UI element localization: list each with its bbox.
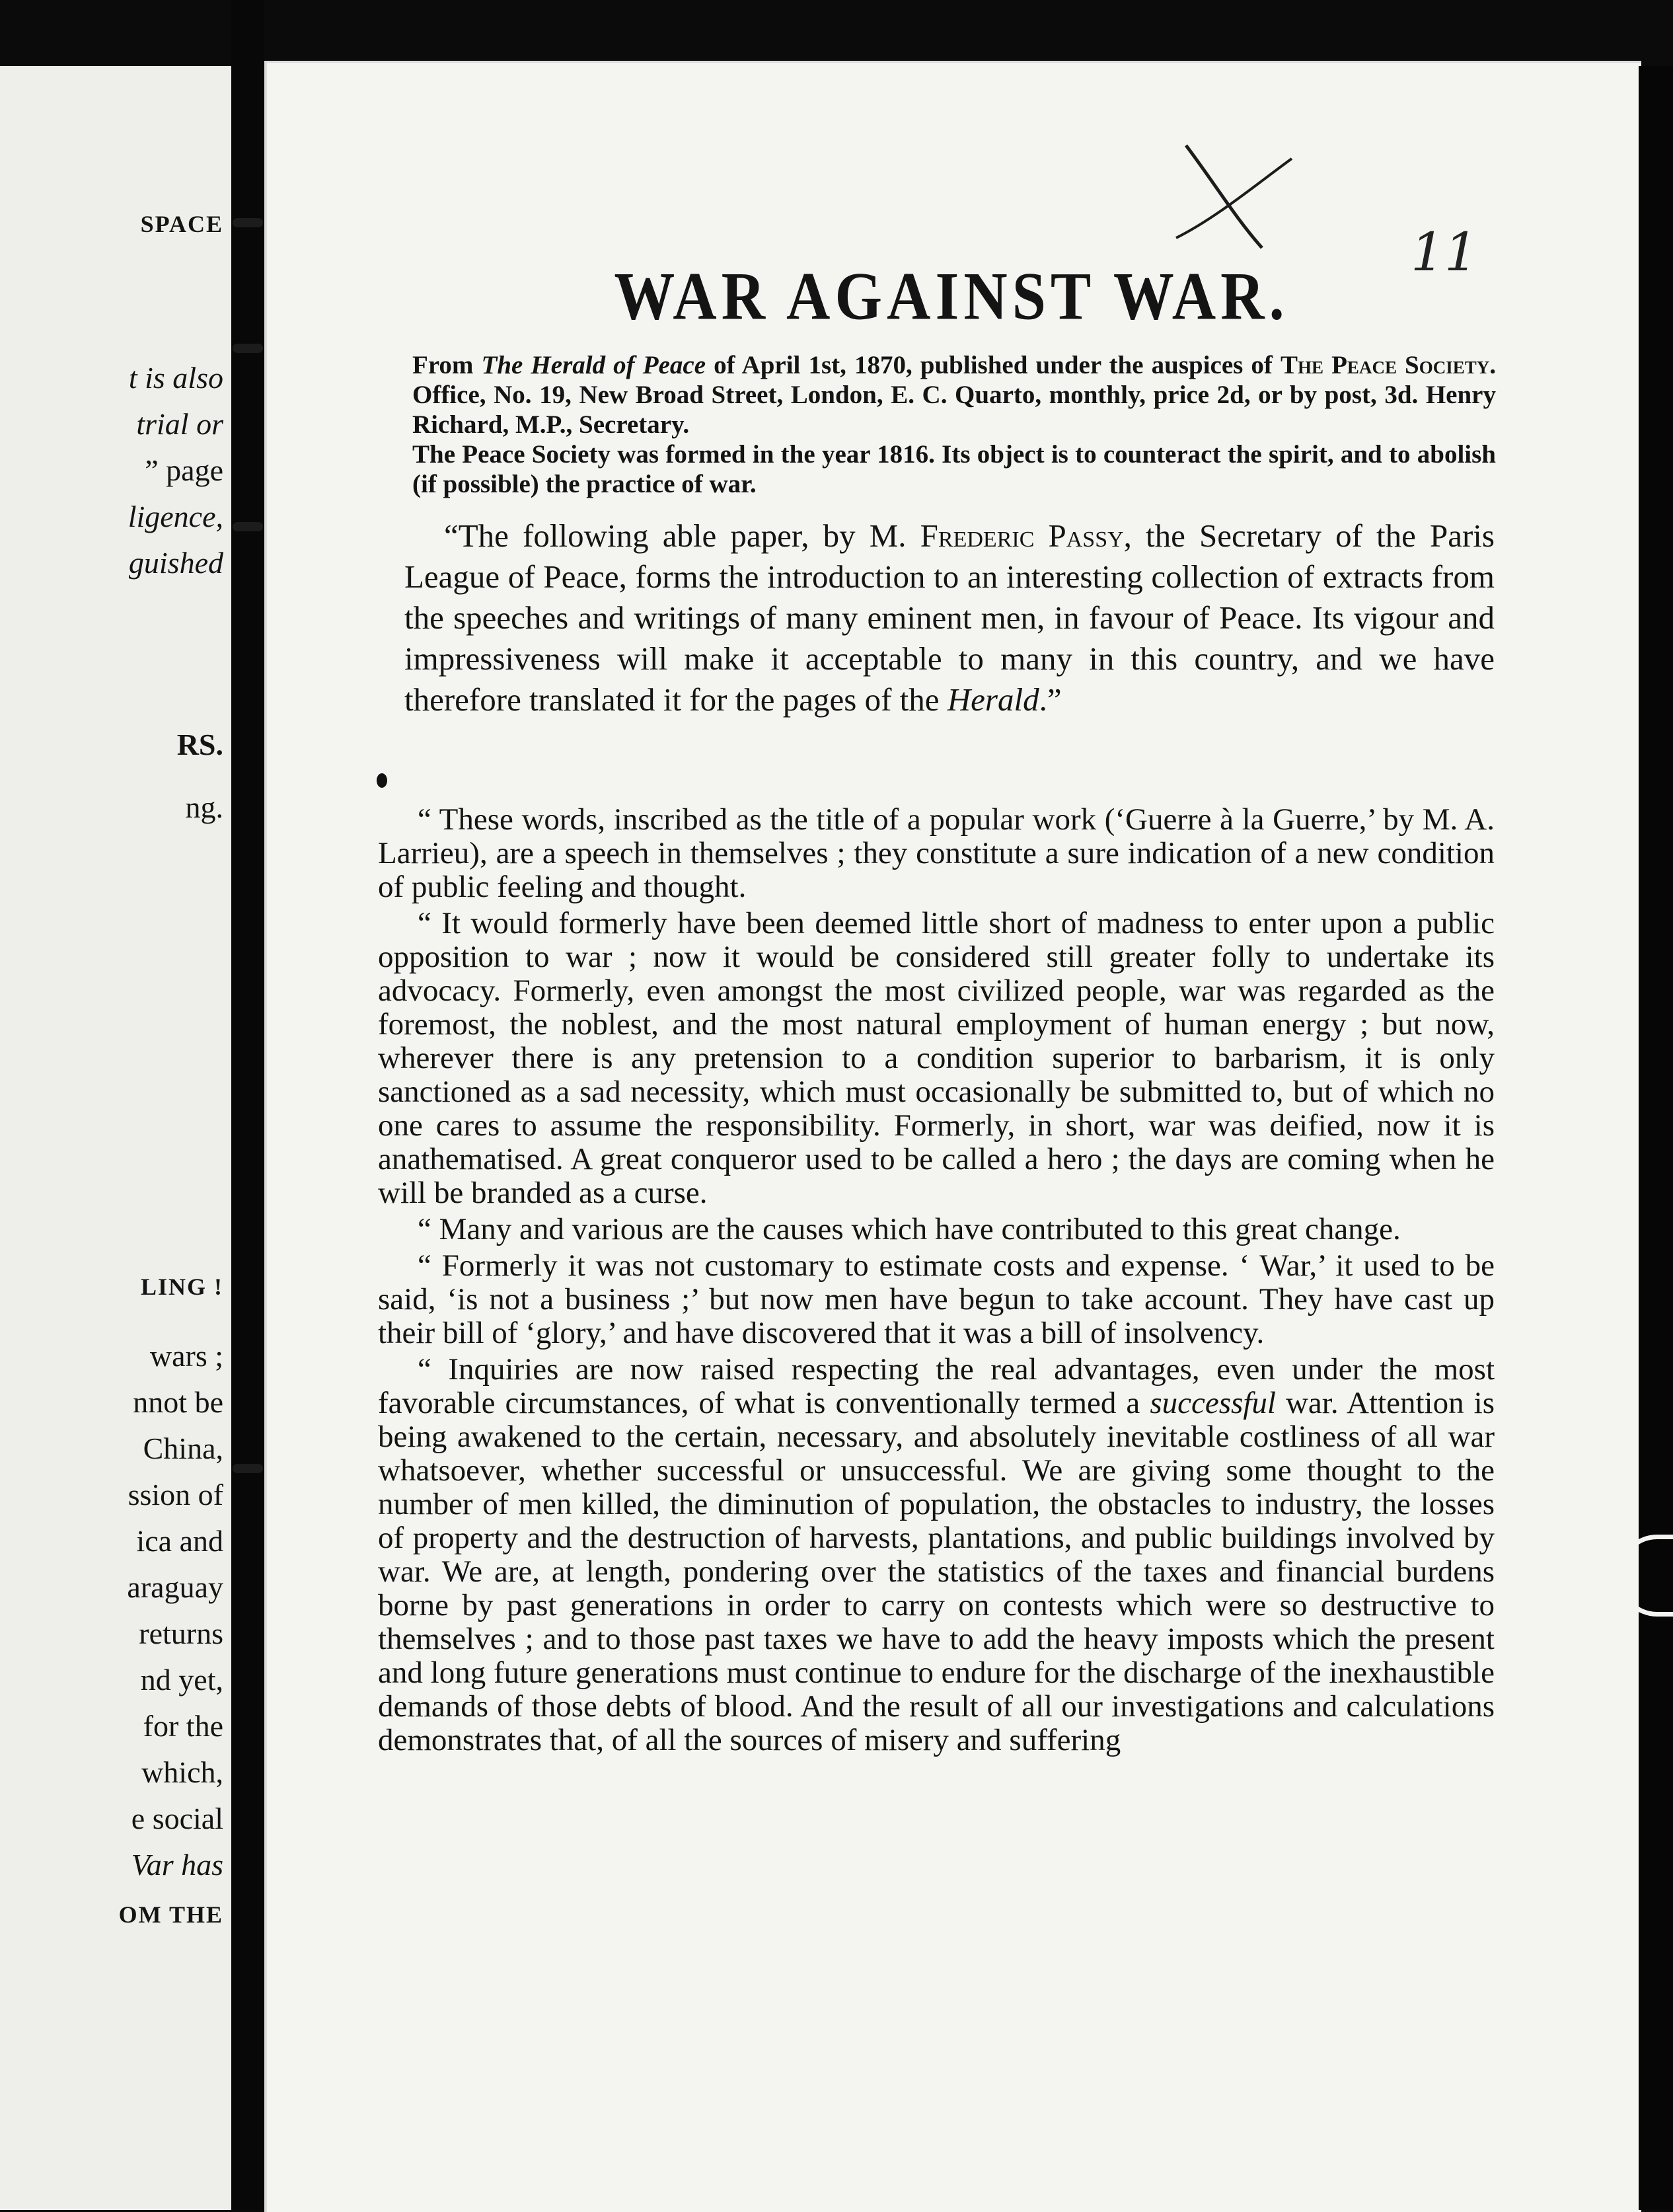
left-page-line: ” page <box>145 453 223 487</box>
body-paragraph: “ Many and various are the causes which have contributed to this great change. <box>418 1212 1401 1246</box>
left-page-line: trial or <box>136 407 223 441</box>
left-page-line: returns <box>139 1617 223 1650</box>
left-page-line: which, <box>141 1755 223 1789</box>
binding-thread <box>233 344 263 353</box>
left-page-line: SPACE <box>140 211 223 237</box>
binding-thread <box>233 522 263 531</box>
article-title: WAR AGAINST WAR. <box>614 258 1289 334</box>
body-text: war. Attention is being awakened to the certain, necessary, and absolutely inevitable costliness of all war whatsoever, whether successful or unsuccessful. We are giving some thought to the number of men killed, the diminution of population, the obstacles to industry, the losses of property and the destruction of harvests, plantations, and public buildings involved by war. We are, at length, pondering over the statistics of the taxes and financial burdens borne by past generations in order to carry on contests which were so destructive to themselves ; and to those past taxes we have to add the heavy imposts which the present and long future generations must continue to endure for the discharge of the inexhaustible demands of those debts of blood. And the result of all our investigations and calculations demonstrates that, of all the sources of misery and suffering <box>378 1386 1495 1757</box>
body-paragraph: “ It would formerly have been deemed little short of madness to enter upon a public opposition to war ; now it would be considered still greater folly to undertake its advocacy. Formerly, even amongst the most civilized people, war was regarded as the foremost, the noblest, and the most natural employment of human energy ; but now, wherever there is any pretension to a condition superior to barbarism, it is only sanctioned as a sad necessity, which must occasionally be submitted to, but of which no one cares to assume the responsibility. Formerly, in short, war was deified, now it is anathematised. A great conqueror used to be called a hero ; the days are coming when he will be branded as a curse. <box>378 906 1495 1210</box>
intro-text: .” <box>1039 681 1062 718</box>
left-page-line: t is also <box>128 361 223 395</box>
body-paragraph: “ These words, inscribed as the title of a popular work (‘Guerre à la Guerre,’ by M. A. Larrieu), are a speech in themselves ; they constitute a sure indication of a new condition of public feeling and thought. <box>378 802 1495 904</box>
note-prefix: From <box>412 351 482 379</box>
left-page-line: ica and <box>136 1524 223 1558</box>
society-name: The Peace Society <box>1281 351 1490 379</box>
left-page-fragment <box>0 66 233 2210</box>
body-paragraph-last <box>378 1353 1495 1757</box>
left-page-line: guished <box>128 546 223 580</box>
left-page-line: ligence, <box>128 500 223 533</box>
left-page-line: nnot be <box>133 1385 223 1419</box>
left-page-line: nd yet, <box>140 1663 223 1697</box>
ink-dot <box>377 773 387 788</box>
herald-name: Herald <box>947 681 1039 718</box>
book-gutter <box>231 0 264 2210</box>
left-page-line: for the <box>143 1709 223 1743</box>
scan-edge <box>1639 66 1673 2210</box>
left-page-line: araguay <box>127 1570 223 1604</box>
left-page-line: RS. <box>176 728 223 761</box>
left-page-line: ng. <box>185 790 223 824</box>
left-page-line: LING ! <box>140 1274 223 1300</box>
author-name: Frederic Passy <box>920 517 1124 554</box>
emphasis-word: successful <box>1150 1386 1276 1420</box>
article-body <box>378 803 1495 1760</box>
left-page-line: e social <box>131 1802 223 1835</box>
note-middle: of April 1st, 1870, published under the auspices of <box>706 351 1281 379</box>
intro-paragraph <box>404 515 1495 720</box>
left-page-line: China, <box>143 1431 223 1465</box>
left-page-line: Var has <box>131 1848 223 1882</box>
left-page-line: wars ; <box>149 1339 223 1373</box>
binding-thread <box>233 1464 263 1473</box>
source-title: The Herald of Peace <box>481 351 706 379</box>
binding-thread <box>233 218 263 227</box>
body-text: “ Inquiries are now raised respecting the real advantages, even under the most favorable circumstances, of what is conventionally termed a <box>378 1352 1495 1420</box>
publication-note <box>412 350 1496 499</box>
body-paragraph: “ Formerly it was not customary to estimate costs and expense. ‘ War,’ it used to be said, ‘is not a business ;’ but now men have begun to take account. They have cast up their bill of ‘glory,’ and have discovered that it was a bill of insolvency. <box>378 1248 1495 1350</box>
handwritten-page-number: 11 <box>1411 221 1478 283</box>
intro-text: “The following able paper, by M. <box>444 517 920 554</box>
intro-text: , the Secretary of the Paris League of Peace, forms the introduction to an interesting collection of extracts from the speeches and writings of many eminent men, in favour of Peace. Its vigour and impressiveness will make it acceptable to many in this country, and we have therefore translated it for the pages of the <box>404 517 1495 718</box>
left-page-line: ssion of <box>128 1478 223 1511</box>
note-rest: . Office, No. 19, New Broad Street, London, E. C. Quarto, monthly, price 2d, or by post, 3d. Henry Richard, M.P., Secretary. <box>412 351 1497 439</box>
left-page-line: OM THE <box>118 1901 223 1928</box>
society-note: The Peace Society was formed in the year 1816. Its object is to counteract the spirit, and to abolish (if possible) the practice of war. <box>412 440 1496 498</box>
handwritten-cross-mark <box>1163 132 1295 258</box>
